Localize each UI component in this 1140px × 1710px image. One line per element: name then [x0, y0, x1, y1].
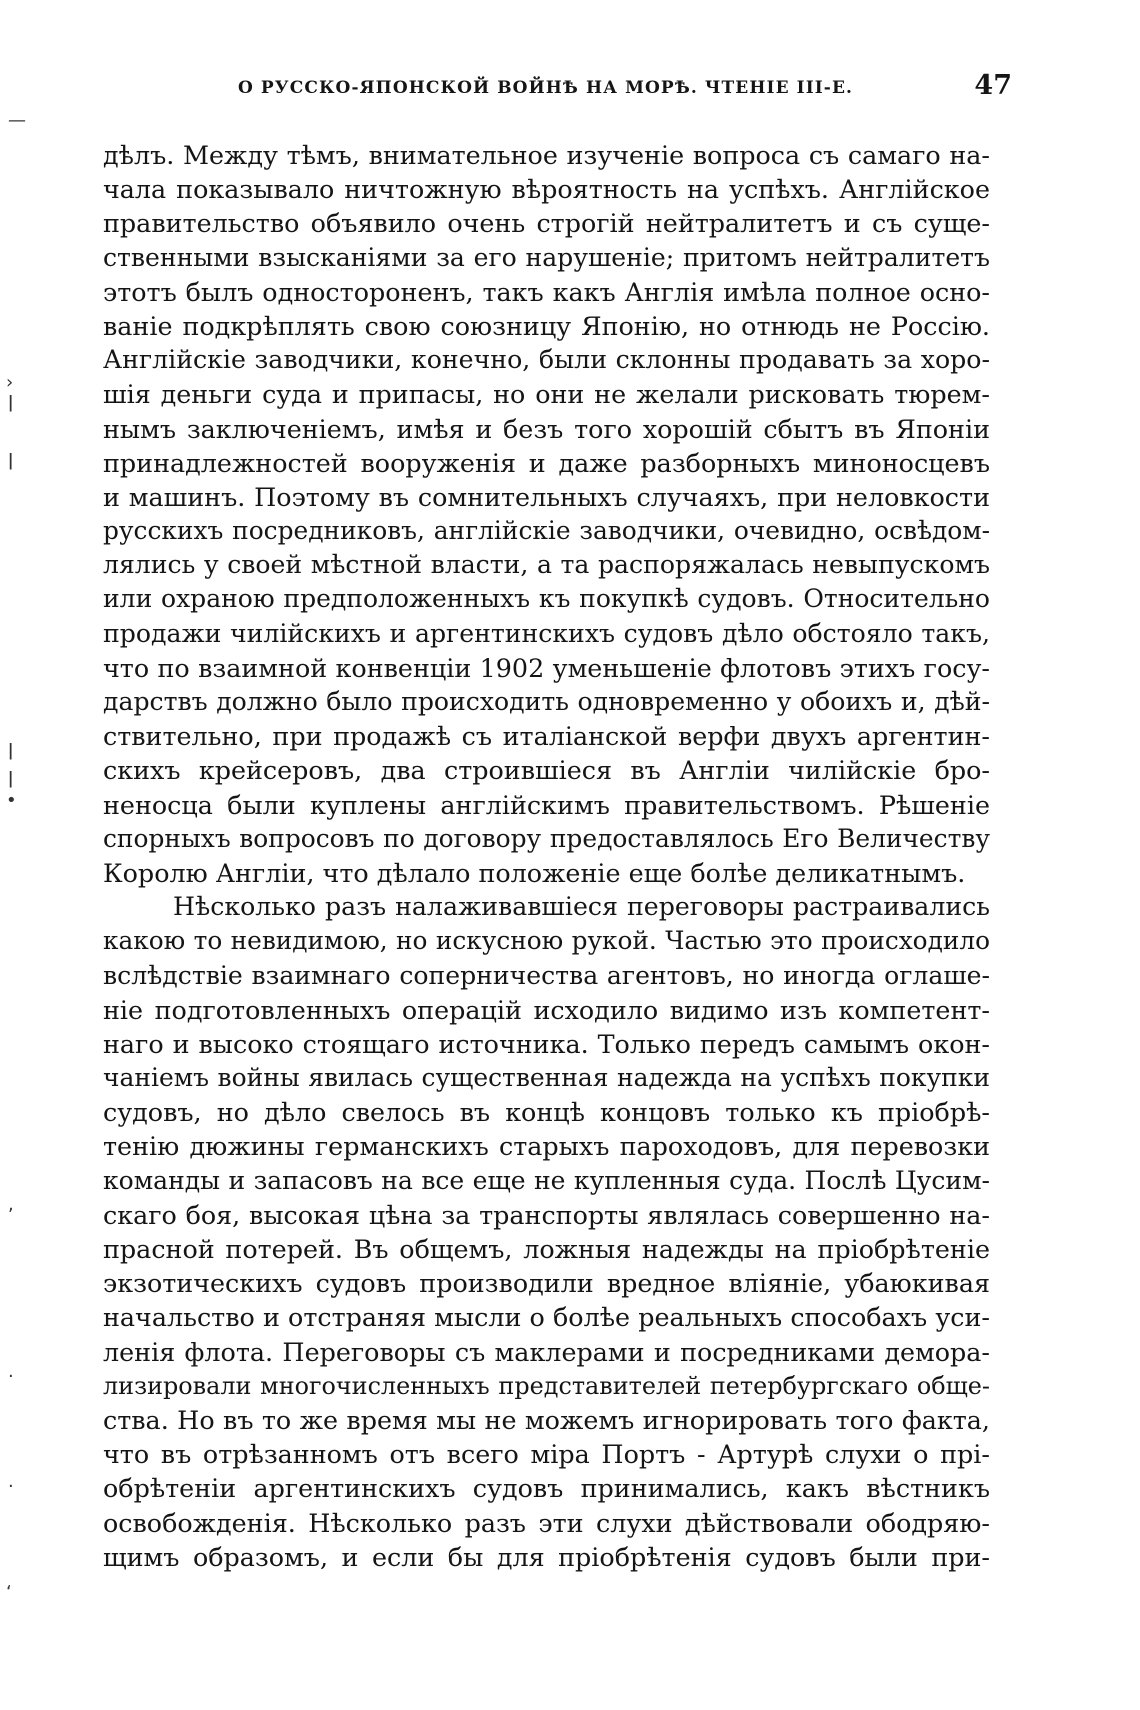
- margin-scan-mark: ›: [6, 372, 14, 393]
- text-line: лизировали многочисленныхъ представителей петербургскаго обще-: [103, 1371, 990, 1400]
- text-line: шія деньги суда и припасы, но они не желали рисковать тюрем-: [103, 379, 990, 410]
- text-line: русскихъ посредниковъ, англійскіе заводчики, очевидно, освѣдом-: [103, 516, 990, 546]
- text-line: ніе подготовленныхъ операцій исходило видимо изъ компетент-: [103, 994, 990, 1025]
- text-line: ствительно, при продажѣ съ италіанской верфи двухъ аргентин-: [103, 721, 990, 752]
- margin-scan-mark: ǀ: [8, 740, 14, 761]
- text-line: нымъ заключеніемъ, имѣя и безъ того хорошій сбытъ въ Японіи: [103, 413, 990, 444]
- text-line: дѣлъ. Между тѣмъ, внимательное изученіе вопроса съ самаго на-: [103, 140, 990, 170]
- text-line: скаго боя, высокая цѣна за транспорты являлась совершенно на-: [103, 1199, 990, 1230]
- text-line: какою то невидимою, но искусною рукой. Частью это происходило: [103, 926, 990, 956]
- page-number: 47: [974, 70, 1012, 101]
- text-line: ленія флота. Переговоры съ маклерами и посредниками демора-: [103, 1336, 990, 1367]
- text-line: чала показывало ничтожную вѣроятность на успѣхъ. Англійское: [103, 174, 990, 205]
- text-line: и машинъ. Поэтому въ сомнительныхъ случаяхъ, при неловкости: [103, 481, 990, 512]
- text-line: Англійскіе заводчики, конечно, были склонны продавать за хоро-: [103, 345, 990, 375]
- text-line: продажи чилійскихъ и аргентинскихъ судовъ дѣло обстояло такъ,: [103, 618, 990, 648]
- text-line: вслѣдствіе взаимнаго соперничества агентовъ, но иногда оглаше-: [103, 960, 990, 990]
- margin-scan-mark: ǀ: [8, 768, 14, 789]
- text-line: лялись у своей мѣстной власти, а та распоряжалась невыпускомъ: [103, 550, 990, 580]
- text-line: что по взаимной конвенціи 1902 уменьшеніе флотовъ этихъ госу-: [103, 652, 990, 683]
- text-line: экзотическихъ судовъ производили вредное вліяніе, убаюкивая: [103, 1268, 990, 1299]
- text-line: ваніе подкрѣплять свою союзницу Японію, но отнюдь не Россію.: [103, 310, 990, 341]
- margin-scan-mark: ,: [8, 1194, 14, 1215]
- text-line: Королю Англіи, что дѣлало положеніе еще болѣе деликатнымъ.: [103, 857, 966, 888]
- text-line: ства. Но въ то же время мы не можемъ игнорировать того факта,: [103, 1404, 990, 1435]
- text-line: этотъ былъ одностороненъ, такъ какъ Англія имѣла полное осно-: [103, 276, 990, 307]
- text-line: скихъ крейсеровъ, два строившіеся въ Англіи чилійскіе бро-: [103, 755, 990, 786]
- text-line: прасной потерей. Въ общемъ, ложныя надежды на пріобрѣтеніе: [103, 1234, 990, 1264]
- text-line: правительство объявило очень строгій нейтралитетъ и съ суще-: [103, 208, 990, 239]
- margin-scan-mark: ǀ: [8, 392, 14, 413]
- text-line: неносца были куплены англійскимъ правительствомъ. Рѣшеніе: [103, 789, 990, 820]
- margin-scan-mark: ·: [8, 1366, 14, 1387]
- margin-scan-mark: —: [8, 110, 26, 131]
- margin-scan-mark: ǀ: [8, 450, 14, 471]
- text-line: Нѣсколько разъ налаживавшіеся переговоры растраивались: [173, 892, 990, 922]
- text-line: чаніемъ войны явилась существенная надежда на успѣхъ покупки: [103, 1063, 990, 1093]
- margin-scan-mark: •: [6, 790, 17, 811]
- text-line: что въ отрѣзанномъ отъ всего міра Портъ - Артурѣ слухи о прі-: [103, 1439, 990, 1470]
- running-title: О РУССКО-ЯПОНСКОЙ ВОЙНѢ НА МОРѢ. ЧТЕНІЕ ІІІ-Е.: [238, 78, 854, 98]
- text-line: дарствъ должно было происходить одновременно у обоихъ и, дѣй-: [103, 687, 990, 716]
- margin-scan-mark: ‘: [6, 1582, 12, 1603]
- text-line: принадлежностей вооруженія и даже разборныхъ миноносцевъ: [103, 447, 990, 478]
- text-line: щимъ образомъ, и если бы для пріобрѣтенія судовъ были при-: [103, 1541, 990, 1572]
- text-line: освобожденія. Нѣсколько разъ эти слухи дѣйствовали ободряю-: [103, 1507, 990, 1538]
- text-line: спорныхъ вопросовъ по договору предоставлялось Его Величеству: [103, 823, 990, 853]
- text-line: ственными взысканіями за его нарушеніе; притомъ нейтралитетъ: [103, 242, 990, 272]
- margin-scan-mark: ·: [8, 1476, 14, 1497]
- text-line: начальство и отстраняя мысли о болѣе реальныхъ способахъ уси-: [103, 1302, 990, 1333]
- text-line: обрѣтеніи аргентинскихъ судовъ принимались, какъ вѣстникъ: [103, 1473, 990, 1504]
- text-line: тенію дюжины германскихъ старыхъ пароходовъ, для перевозки: [103, 1131, 990, 1162]
- text-line: команды и запасовъ на все еще не купленныя суда. Послѣ Цусим-: [103, 1165, 990, 1195]
- text-line: судовъ, но дѣло свелось въ концѣ концовъ только къ пріобрѣ-: [103, 1097, 990, 1128]
- text-line: наго и высоко стоящаго источника. Только передъ самымъ окон-: [103, 1028, 990, 1059]
- body-text: [103, 138, 990, 1574]
- text-line: или охраною предположенныхъ къ покупкѣ судовъ. Относительно: [103, 584, 990, 614]
